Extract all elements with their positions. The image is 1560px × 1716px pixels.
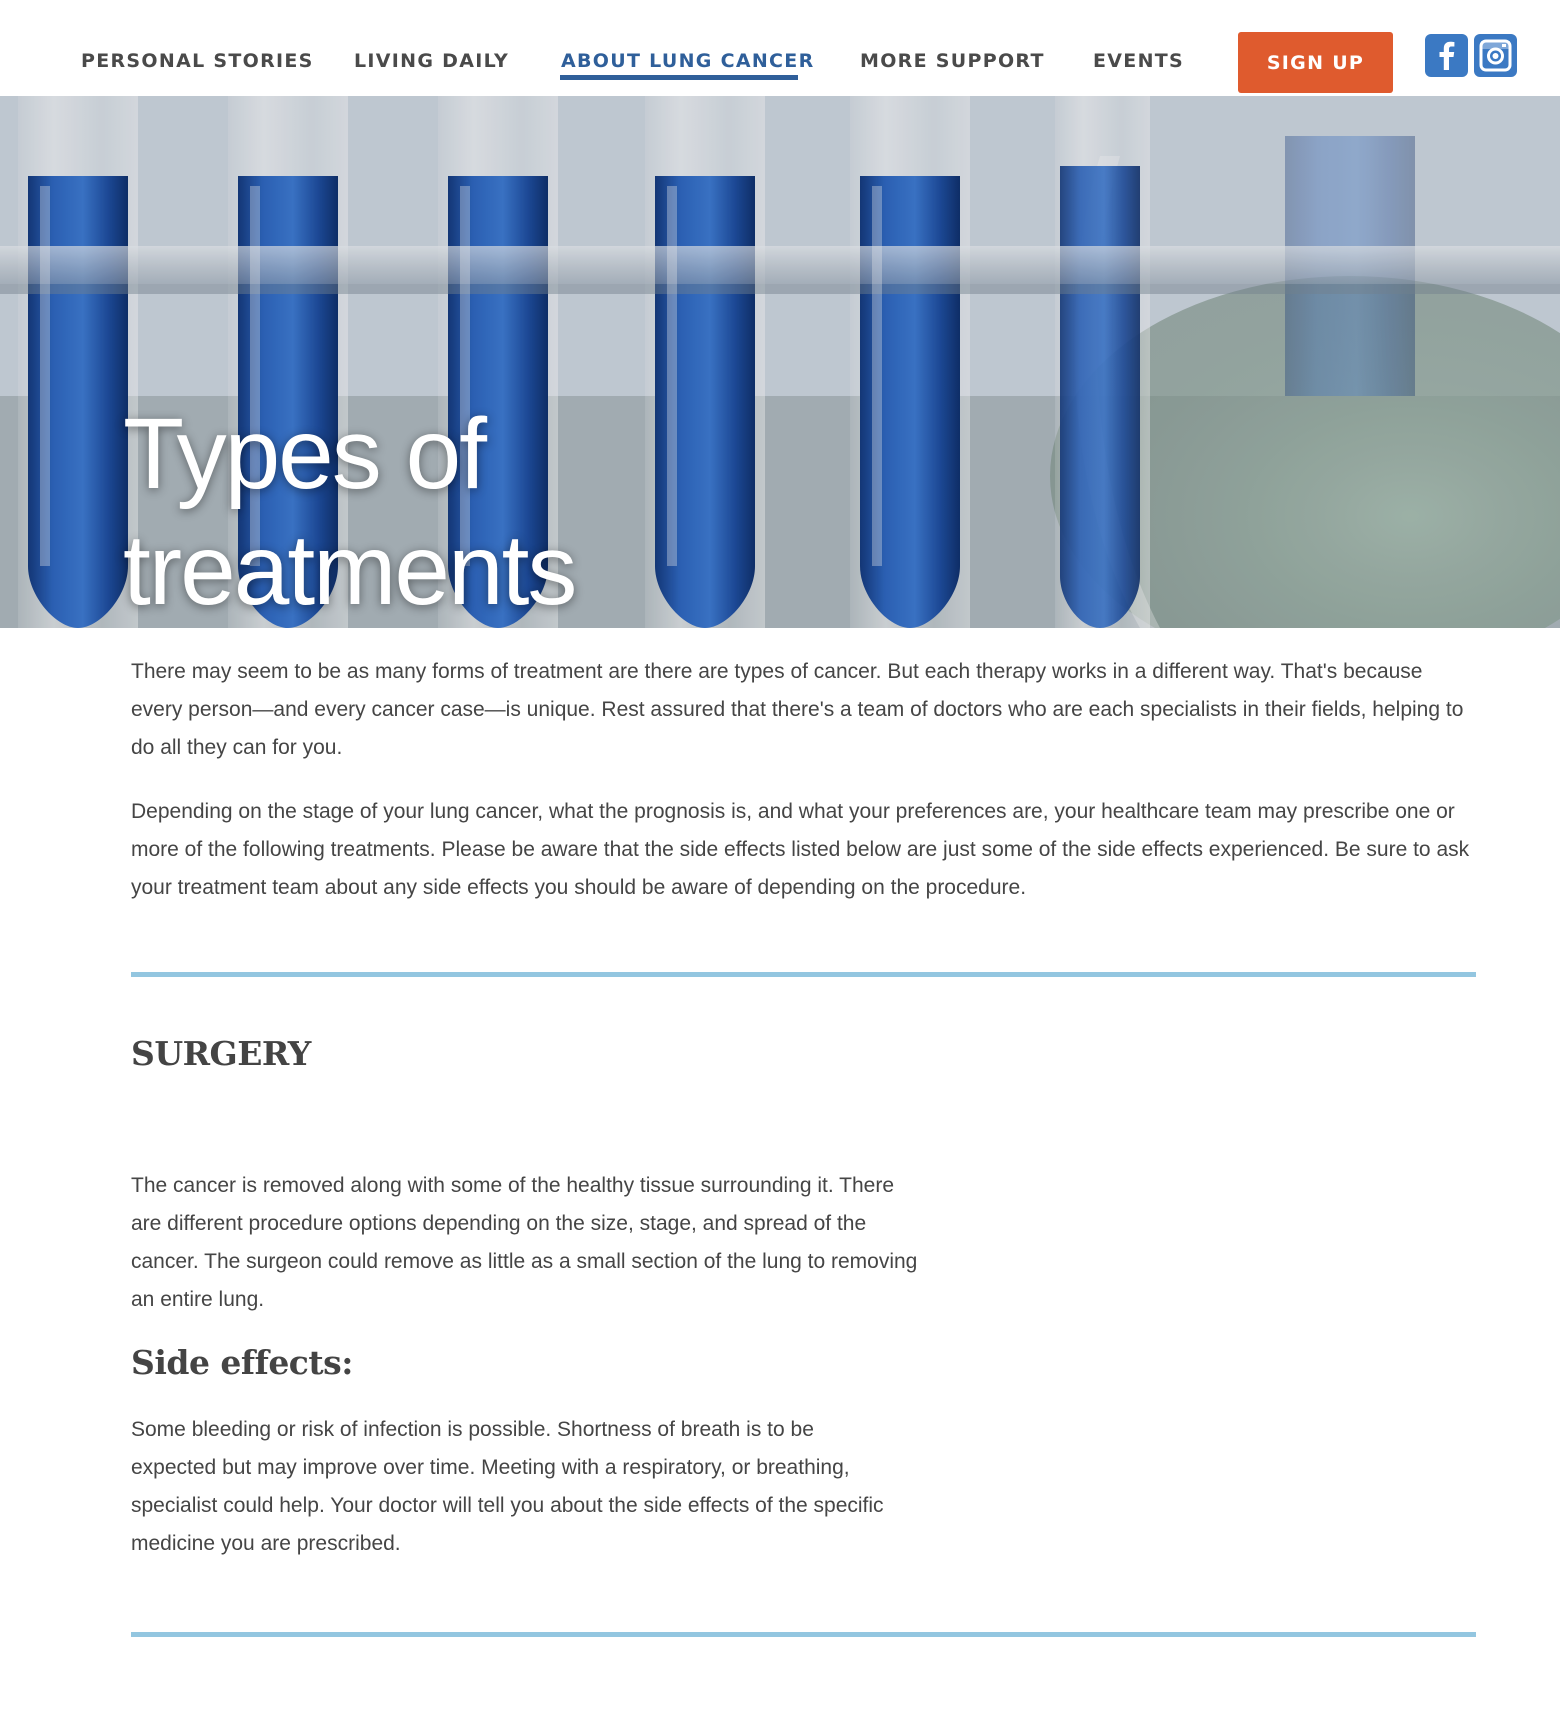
top-navigation — [0, 0, 1560, 96]
page-title — [123, 396, 823, 628]
intro-paragraph-2: Depending on the stage of your lung cancer, what the prognosis is, and what your preferences are, your healthcare team may prescribe one or more of the following treatments. Please be aware that the side effects listed below are just some of the side effects experienced. Be sure to ask your treatment team about any side effects you should be aware of depending on the procedure. — [131, 800, 1470, 899]
surgery-description: The cancer is removed along with some of the healthy tissue surrounding it. There are different procedure options depending on the size, stage, and spread of the cancer. The surgeon could remove as little as a small section of the lung to removing an entire lung. — [131, 1174, 918, 1311]
instagram-icon[interactable] — [1474, 34, 1517, 77]
nav-item-more-support[interactable]: MORE SUPPORT — [860, 50, 1045, 72]
nav-item-events[interactable]: EVENTS — [1093, 50, 1185, 72]
page-title-line-1: Types of — [123, 398, 485, 510]
nav-item-about-lung-cancer[interactable]: ABOUT LUNG CANCER — [561, 50, 815, 72]
page-title-line-2: treatments — [123, 514, 576, 626]
side-effects-description: Some bleeding or risk of infection is possible. Shortness of breath is to be expected but may improve over time. Meeting with a respiratory, or breathing, specialist could help. Your doctor will tell you about the side effects of the specific medicine you are prescribed. — [131, 1418, 884, 1555]
hero-banner — [0, 96, 1560, 628]
active-nav-underline — [560, 75, 798, 80]
section-divider — [131, 972, 1476, 977]
intro-paragraph-1: There may seem to be as many forms of treatment are there are types of cancer. But each therapy works in a different way. That's because every person—and every cancer case—is unique. Rest assured that there's a team of doctors who are each specialists in their fields, helping to do all they can for you. — [131, 660, 1464, 759]
section-divider — [131, 1632, 1476, 1637]
surgery-heading: SURGERY — [131, 1034, 311, 1073]
nav-item-personal-stories[interactable]: PERSONAL STORIES — [81, 50, 314, 72]
nav-item-living-daily[interactable]: LIVING DAILY — [354, 50, 510, 72]
side-effects-heading: Side effects: — [131, 1343, 353, 1382]
sign-up-button[interactable]: SIGN UP — [1238, 32, 1393, 93]
facebook-icon[interactable] — [1425, 34, 1468, 77]
